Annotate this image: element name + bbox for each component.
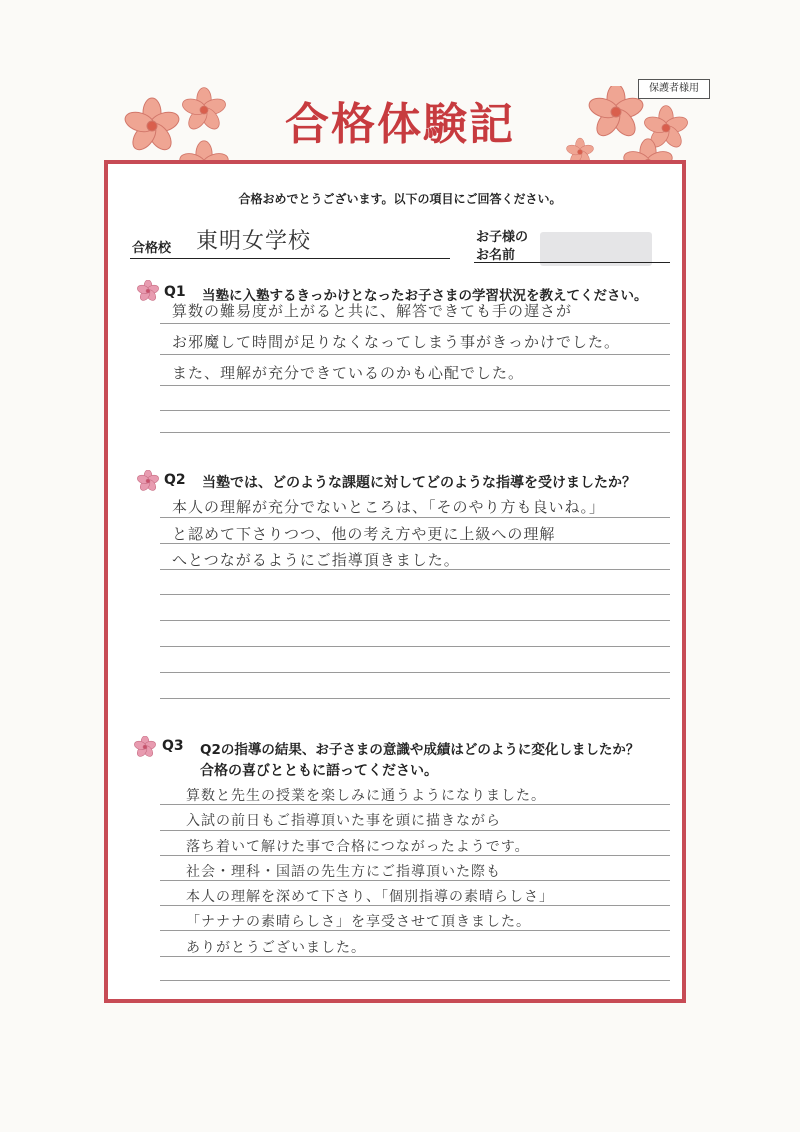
q1-answer-line2: お邪魔して時間が足りなくなってしまう事がきっかけでした。	[172, 333, 621, 351]
q1-rule-2	[160, 354, 670, 355]
intro-text: 合格おめでとうございます。以下の項目にご回答ください。	[238, 192, 562, 206]
q2-blossom-icon	[137, 470, 159, 492]
q1-rule-4	[160, 410, 670, 411]
q3-question-line2: 合格の喜びとともに語ってください。	[200, 763, 438, 779]
child-name-label-line1: お子様の	[476, 230, 529, 245]
q2-rule-7	[160, 672, 670, 673]
q3-answer-line7: ありがとうございました。	[186, 940, 366, 956]
q3-rule-4	[160, 880, 670, 881]
q1-blossom-icon	[137, 280, 159, 302]
q1-answer-line3: また、理解が充分できているのかも心配でした。	[172, 364, 525, 382]
q3-number: Q3	[162, 738, 184, 754]
q3-rule-8	[160, 980, 670, 981]
page-title: 合格体験記	[285, 99, 515, 150]
q3-rule-1	[160, 804, 670, 805]
q3-answer-line1: 算数と先生の授業を楽しみに通うようになりました。	[186, 788, 546, 804]
q2-answer-line1: 本人の理解が充分でないところは、「そのやり方も良いね。」	[172, 498, 606, 516]
parent-use-badge: 保護者様用	[638, 79, 710, 99]
q1-question: 当塾に入塾するきっかけとなったお子さまの学習状況を教えてください。	[202, 288, 648, 304]
q3-answer-line5: 本人の理解を深めて下さり、「個別指導の素晴らしさ」	[186, 889, 554, 905]
q3-answer-line3: 落ち着いて解けた事で合格につながったようです。	[186, 839, 530, 855]
q3-rule-6	[160, 930, 670, 931]
q2-answer-line2: と認めて下さりつつ、他の考え方や更に上級への理解	[172, 525, 556, 543]
q3-rule-5	[160, 905, 670, 906]
q2-rule-1	[160, 517, 670, 518]
q3-rule-3	[160, 855, 670, 856]
q2-rule-6	[160, 646, 670, 647]
q3-rule-2	[160, 830, 670, 831]
q1-answer-line1: 算数の難易度が上がると共に、解答できても手の遅さが	[172, 302, 573, 320]
school-label: 合格校	[132, 241, 172, 256]
q2-rule-4	[160, 594, 670, 595]
school-underline	[130, 258, 450, 259]
q3-rule-7	[160, 956, 670, 957]
q3-question-line1: Q2の指導の結果、お子さまの意識や成績はどのように変化しましたか？	[200, 742, 640, 758]
q2-rule-2	[160, 543, 670, 544]
q2-rule-8	[160, 698, 670, 699]
q2-answer-line3: へとつながるようにご指導頂きました。	[172, 551, 460, 569]
q2-rule-5	[160, 620, 670, 621]
q3-answer-line4: 社会・理科・国語の先生方にご指導頂いた際も	[186, 864, 501, 880]
child-name-label-line2: お名前	[476, 248, 516, 263]
q3-answer-line2: 入試の前日もご指導頂いた事を頭に描きながら	[186, 813, 501, 829]
q3-answer-line6: 「ナナナの素晴らしさ」を享受させて頂きました。	[186, 914, 531, 930]
q2-number: Q2	[164, 472, 186, 488]
q2-rule-3	[160, 569, 670, 570]
q1-rule-3	[160, 385, 670, 386]
school-value: 東明女学校	[196, 229, 312, 254]
q2-question: 当塾では、どのような課題に対してどのような指導を受けましたか？	[202, 475, 636, 491]
q1-number: Q1	[164, 284, 186, 300]
q1-rule-1	[160, 323, 670, 324]
child-name-redacted	[540, 232, 652, 266]
q3-blossom-icon	[134, 736, 156, 758]
q1-rule-5	[160, 432, 670, 433]
child-name-underline	[474, 262, 670, 263]
